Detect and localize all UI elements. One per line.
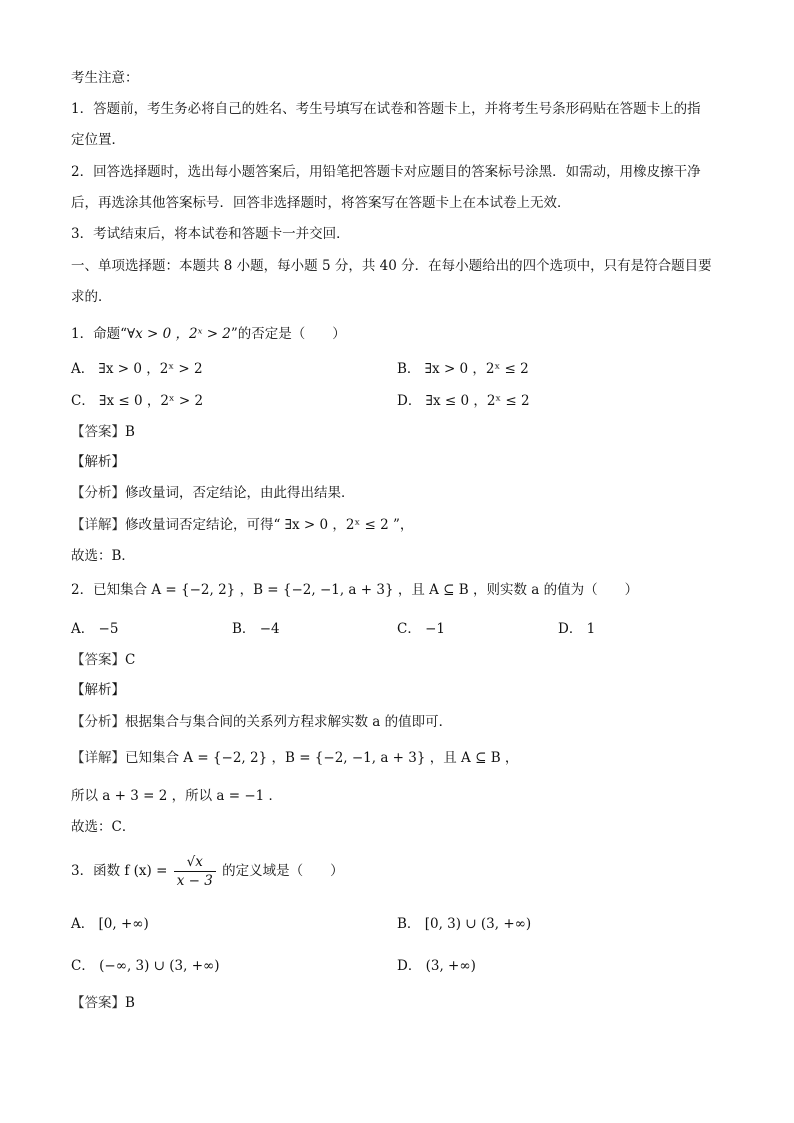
q1-option-c: C． ∃x ≤ 0 ，2ˣ > 2	[71, 393, 204, 409]
q3-stem-suffix: 的定义域是（ ）	[217, 863, 344, 879]
q1-xiangjie-text: 修改量词否定结论，可得“ ∃x > 0 ，2ˣ ≤ 2 ”，	[125, 517, 414, 533]
q1-conclusion: 故选：B．	[71, 548, 135, 564]
section-heading-line-1: 一、单项选择题：本题共 8 小题，每小题 5 分，共 40 分．在每小题给出的四个选项中，只有是符合题目要	[71, 258, 712, 274]
notice-item-1-line-2: 定位置．	[71, 132, 125, 148]
q3-option-b: B． [0, 3) ∪ (3, +∞)	[397, 916, 532, 932]
q1-stem-prefix: 1．命题“	[71, 326, 127, 342]
fenxi-tag: 【分析】	[71, 714, 125, 730]
fenxi-tag: 【分析】	[71, 485, 125, 501]
q3-answer-value: B	[125, 995, 135, 1011]
q2-option-d: D． 1	[558, 621, 596, 637]
q2-answer	[71, 650, 135, 670]
notice-item-2-line-1: 2．回答选择题时，选出每小题答案后，用铅笔把答题卡对应题目的答案标号涂黑．如需动，用橡皮擦干净	[71, 164, 701, 180]
q2-fenxi	[71, 712, 452, 732]
q1-option-a: A． ∃x > 0 ，2ˣ > 2	[71, 361, 203, 377]
q1-stem-math: ∀x > 0 ，2ˣ > 2	[127, 326, 231, 342]
q1-fenxi-text: 修改量词，否定结论，由此得出结果．	[125, 485, 355, 501]
notice-item-1-line-1: 1．答题前，考生务必将自己的姓名、考生号填写在试卷和答题卡上，并将考生号条形码贴在答题卡上的指	[71, 101, 701, 117]
notice-item-3: 3．考试结束后，将本试卷和答题卡一并交回．	[71, 226, 350, 242]
q1-option-d: D． ∃x ≤ 0 ，2ˣ ≤ 2	[397, 393, 530, 409]
q1-fenxi	[71, 483, 355, 503]
q1-analysis-tag: 【解析】	[71, 454, 125, 470]
answer-tag: 【答案】	[71, 995, 125, 1011]
q1-stem	[71, 324, 346, 344]
q2-xiangjie-text: 已知集合 A = {−2, 2} ，B = {−2, −1, a + 3} ，且 A ⊆ B ，	[125, 750, 519, 766]
q2-xiangjie	[71, 748, 518, 768]
q2-option-a: A． −5	[71, 621, 119, 637]
q3-stem-prefix: 3．函数 f (x) =	[71, 863, 172, 879]
q3-stem	[71, 852, 344, 890]
q3-option-a: A． [0, +∞)	[71, 916, 149, 932]
q1-option-b: B． ∃x > 0 ，2ˣ ≤ 2	[397, 361, 529, 377]
q1-answer	[71, 422, 135, 442]
xiangjie-tag: 【详解】	[71, 517, 125, 533]
q3-fraction-numerator: √x	[174, 853, 216, 872]
q2-conclusion: 故选：C．	[71, 819, 136, 835]
notice-item-2-line-2: 后，再选涂其他答案标号．回答非选择题时，将答案写在答题卡上在本试卷上无效．	[71, 195, 571, 211]
q1-stem-suffix: ”的否定是（ ）	[230, 326, 346, 342]
q2-step: 所以 a + 3 = 2 ，所以 a = −1 ．	[71, 788, 283, 804]
answer-tag: 【答案】	[71, 652, 125, 668]
q3-fraction-denominator: x − 3	[176, 873, 213, 889]
q1-xiangjie	[71, 515, 413, 535]
xiangjie-tag: 【详解】	[71, 750, 125, 766]
q2-option-c: C． −1	[397, 621, 446, 637]
q2-answer-value: C	[125, 652, 136, 668]
q3-fraction	[174, 853, 216, 890]
q3-option-c: C． (−∞, 3) ∪ (3, +∞)	[71, 958, 220, 974]
q1-answer-value: B	[125, 424, 135, 440]
q2-option-b: B． −4	[232, 621, 280, 637]
section-heading-line-2: 求的．	[71, 289, 112, 305]
q3-option-d: D． (3, +∞)	[397, 958, 476, 974]
q2-stem: 2．已知集合 A = {−2, 2} ，B = {−2, −1, a + 3} ，且 A ⊆ B ，则实数 a 的值为（ ）	[71, 582, 639, 598]
q3-answer	[71, 993, 135, 1013]
answer-tag: 【答案】	[71, 424, 125, 440]
notice-title: 考生注意：	[71, 70, 139, 86]
q2-fenxi-text: 根据集合与集合间的关系列方程求解实数 a 的值即可．	[125, 714, 453, 730]
q2-analysis-tag: 【解析】	[71, 682, 125, 698]
